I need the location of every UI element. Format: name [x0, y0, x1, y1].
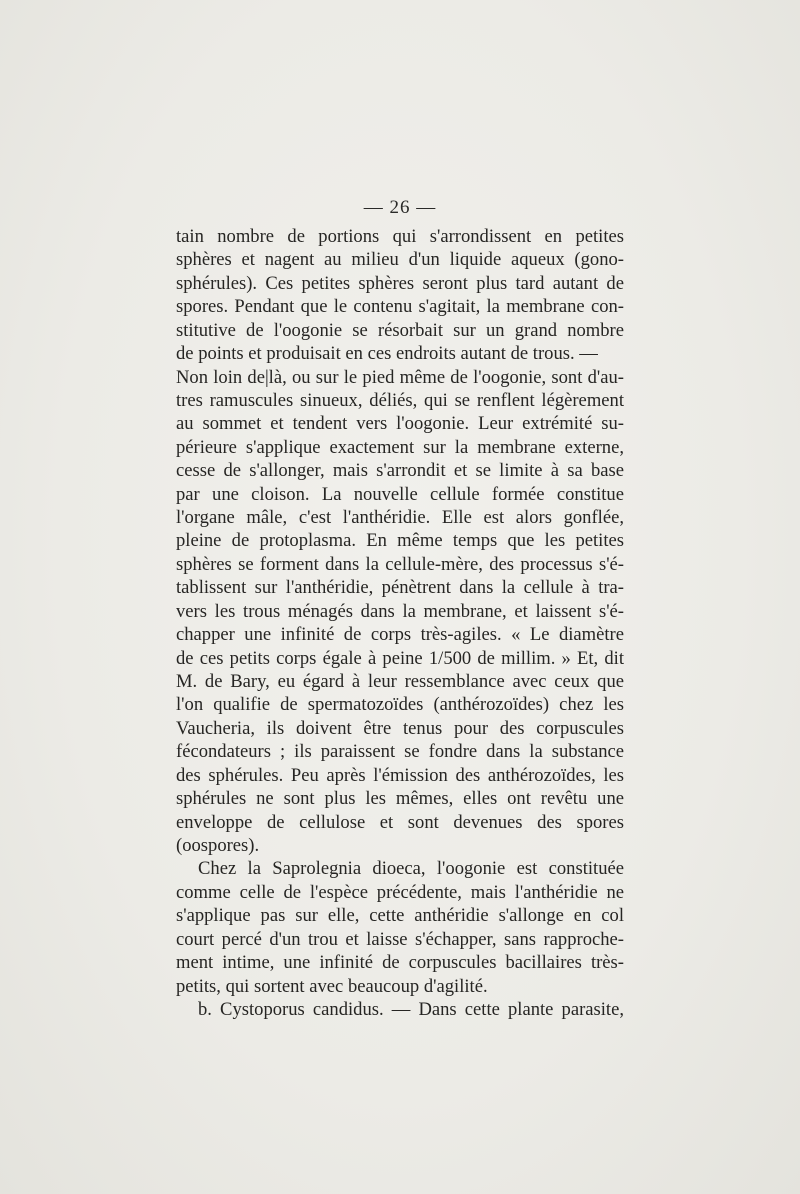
- text-line: Chez la Saprolegnia dioeca, l'oogonie est constituée: [198, 858, 624, 880]
- text-line: l'organe mâle, c'est l'anthéridie. Elle est alors gonflée,: [176, 507, 624, 529]
- text-line: de ces petits corps égale à peine 1/500 de millim. » Et, dit: [176, 647, 624, 669]
- text-line: Non loin de|là, ou sur le pied même de l'oogonie, sont d'au-: [176, 366, 624, 388]
- text-line: sphères se forment dans la cellule-mère, des processus s'é-: [176, 553, 624, 575]
- text-line: Vaucheria, ils doivent être tenus pour des corpuscules: [176, 717, 624, 739]
- text-line: des sphérules. Peu après l'émission des anthérozoïdes, les: [176, 764, 624, 786]
- text-line: court percé d'un trou et laisse s'échapper, sans rapproche-: [176, 928, 624, 950]
- text-line: vers les trous ménagés dans la membrane, et laissent s'é-: [176, 600, 624, 622]
- text-line: enveloppe de cellulose et sont devenues des spores: [176, 811, 624, 833]
- text-line: (oospores).: [176, 834, 260, 856]
- text-line: périeure s'applique exactement sur la membrane externe,: [176, 436, 624, 458]
- text-line: chapper une infinité de corps très-agiles. « Le diamètre: [176, 624, 624, 646]
- text-line: cesse de s'allonger, mais s'arrondit et se limite à sa base: [176, 460, 624, 482]
- text-line: tres ramuscules sinueux, déliés, qui se renflent légèrement: [176, 389, 624, 411]
- text-line: b. Cystoporus candidus. — Dans cette plante parasite,: [198, 998, 624, 1020]
- text-line: par une cloison. La nouvelle cellule formée constitue: [176, 483, 624, 505]
- text-line: sphérules). Ces petites sphères seront plus tard autant de: [176, 272, 624, 294]
- text-line: sphères et nagent au milieu d'un liquide aqueux (gono-: [176, 249, 624, 271]
- text-line: ment intime, une infinité de corpuscules bacillaires très-: [176, 952, 624, 974]
- text-line: de points et produisait en ces endroits autant de trous. —: [176, 343, 598, 365]
- body-text: [176, 225, 624, 1021]
- text-line: spores. Pendant que le contenu s'agitait, la membrane con-: [176, 296, 624, 318]
- text-line: sphérules ne sont plus les mêmes, elles ont revêtu une: [176, 788, 624, 810]
- text-line: M. de Bary, eu égard à leur ressemblance avec ceux que: [176, 671, 624, 693]
- text-line: tain nombre de portions qui s'arrondissent en petites: [176, 226, 624, 247]
- text-line: s'applique pas sur elle, cette anthéridie s'allonge en col: [176, 905, 624, 927]
- text-line: comme celle de l'espèce précédente, mais l'anthéridie ne: [176, 881, 624, 903]
- text-line: pleine de protoplasma. En même temps que les petites: [176, 530, 624, 552]
- text-line: petits, qui sortent avec beaucoup d'agilité.: [176, 975, 488, 997]
- text-line: l'on qualifie de spermatozoïdes (anthérozoïdes) chez les: [176, 694, 624, 716]
- text-line: au sommet et tendent vers l'oogonie. Leur extrémité su-: [176, 413, 624, 435]
- page-number: — 26 —: [363, 197, 437, 218]
- text-line: tablissent sur l'anthéridie, pénètrent dans la cellule à tra-: [176, 577, 624, 599]
- text-line: fécondateurs ; ils paraissent se fondre dans la substance: [176, 741, 624, 763]
- text-line: stitutive de l'oogonie se résorbait sur un grand nombre: [176, 319, 624, 341]
